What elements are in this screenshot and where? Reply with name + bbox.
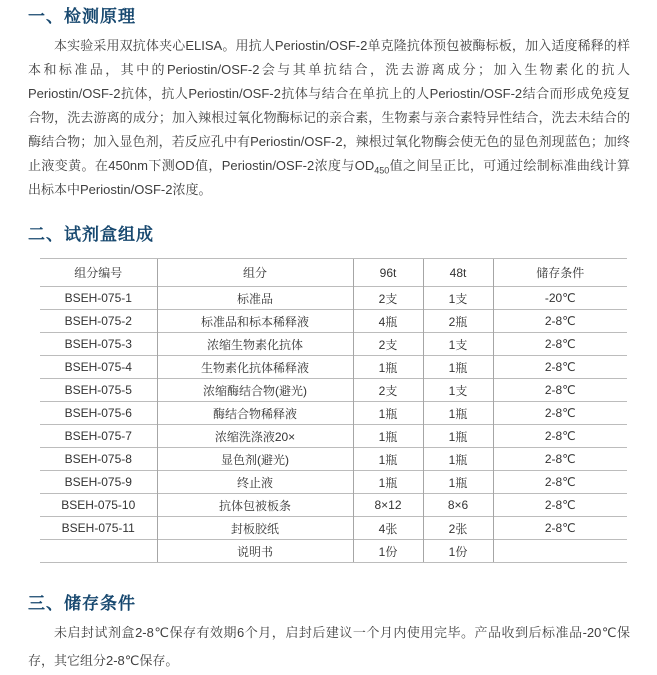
table-cell: BSEH-075-10	[40, 494, 157, 517]
table-cell: 1瓶	[353, 356, 423, 379]
table-row	[40, 310, 627, 333]
table-cell: BSEH-075-7	[40, 425, 157, 448]
table-cell: BSEH-075-4	[40, 356, 157, 379]
table-cell: 1瓶	[423, 402, 493, 425]
table-cell: 1支	[423, 287, 493, 310]
section-storage-heading: 三、储存条件	[28, 594, 136, 613]
table-row	[40, 517, 627, 540]
table-cell: 1瓶	[423, 471, 493, 494]
table-row	[40, 425, 627, 448]
table-cell: BSEH-075-8	[40, 448, 157, 471]
column-header: 组分编号	[40, 259, 157, 287]
table-cell: 浓缩生物素化抗体	[157, 333, 353, 356]
table-cell: 2支	[353, 287, 423, 310]
table-cell: BSEH-075-6	[40, 402, 157, 425]
table-cell: BSEH-075-1	[40, 287, 157, 310]
table-cell: 2-8℃	[493, 402, 627, 425]
table-cell: 2-8℃	[493, 356, 627, 379]
table-cell: 1瓶	[423, 448, 493, 471]
column-header: 96t	[353, 259, 423, 287]
table-cell: 2-8℃	[493, 494, 627, 517]
table-cell: 2支	[353, 333, 423, 356]
table-cell: 2-8℃	[493, 448, 627, 471]
table-cell: BSEH-075-9	[40, 471, 157, 494]
table-row	[40, 494, 627, 517]
storage-paragraph: 未启封试剂盒2-8℃保存有效期6个月，启封后建议一个月内使用完毕。产品收到后标准品-20℃保存，其它组分2-8℃保存。	[28, 625, 630, 668]
table-cell: 8×12	[353, 494, 423, 517]
table-cell: 酶结合物稀释液	[157, 402, 353, 425]
table-cell: 2-8℃	[493, 517, 627, 540]
table-cell: 标准品和标本稀释液	[157, 310, 353, 333]
table-cell: 1支	[423, 379, 493, 402]
table-cell: 显色剂(避光)	[157, 448, 353, 471]
table-cell: 1份	[353, 540, 423, 563]
table-row	[40, 287, 627, 310]
table-cell: 生物素化抗体稀释液	[157, 356, 353, 379]
table-cell: 1瓶	[353, 448, 423, 471]
table-cell: 1瓶	[353, 402, 423, 425]
table-cell: BSEH-075-11	[40, 517, 157, 540]
table-cell: 封板胶纸	[157, 517, 353, 540]
table-cell: 1瓶	[353, 425, 423, 448]
table-cell: 2张	[423, 517, 493, 540]
table-cell: 说明书	[157, 540, 353, 563]
column-header: 48t	[423, 259, 493, 287]
table-cell	[40, 540, 157, 563]
table-row	[40, 448, 627, 471]
table-cell: 浓缩酶结合物(避光)	[157, 379, 353, 402]
table-cell: 2-8℃	[493, 379, 627, 402]
table-cell: 抗体包被板条	[157, 494, 353, 517]
table-cell	[493, 540, 627, 563]
table-cell: 2-8℃	[493, 310, 627, 333]
table-cell: 1支	[423, 333, 493, 356]
table-cell: 1瓶	[423, 425, 493, 448]
table-cell: BSEH-075-5	[40, 379, 157, 402]
table-cell: 2-8℃	[493, 471, 627, 494]
table-row	[40, 356, 627, 379]
table-row	[40, 333, 627, 356]
table-cell: 2-8℃	[493, 333, 627, 356]
principle-paragraph	[28, 34, 630, 202]
section-principle-heading: 一、检测原理	[28, 7, 136, 26]
table-cell: 终止液	[157, 471, 353, 494]
table-row	[40, 379, 627, 402]
components-table	[40, 258, 627, 563]
table-cell: 浓缩洗涤液20×	[157, 425, 353, 448]
section-components-heading: 二、试剂盒组成	[28, 225, 154, 244]
table-cell: 2瓶	[423, 310, 493, 333]
table-cell: 2支	[353, 379, 423, 402]
principle-text-pre: 本实验采用双抗体夹心ELISA。用抗人Periostin/OSF-2单克隆抗体预包被酶标板，加入适度稀释的样本和标准品，其中的Periostin/OSF-2会与其单抗结合，洗去游离成分；加入生物素化的抗人Periostin/OSF-2抗体，抗人Periostin/OSF-2抗体与结合在单抗上的人Periostin/OSF-2结合而形成免疫复合物，洗去游离的成分；加入辣根过氧化物酶标记的亲合素，生物素与亲合素特异性结合，洗去未结合的酶结合物；加入显色剂，若反应孔中有Periostin/OSF-2，辣根过氧化物酶会使无色的显色剂现蓝色；加终止液变黄。在450nm下测OD值，Periostin/OSF-2浓度与OD	[28, 38, 630, 173]
table-cell: 标准品	[157, 287, 353, 310]
column-header: 组分	[157, 259, 353, 287]
table-cell: BSEH-075-3	[40, 333, 157, 356]
table-cell: 1份	[423, 540, 493, 563]
table-row	[40, 471, 627, 494]
column-header: 储存条件	[493, 259, 627, 287]
table-cell: 4张	[353, 517, 423, 540]
od450-subscript: 450	[374, 165, 390, 176]
table-row	[40, 540, 627, 563]
table-cell: 2-8℃	[493, 425, 627, 448]
table-cell: 1瓶	[423, 356, 493, 379]
table-cell: 1瓶	[353, 471, 423, 494]
table-cell: 8×6	[423, 494, 493, 517]
principle-text-post: 值之间呈正比，可通过绘制标准曲线计算出标本中Periostin/OSF-2浓度。	[28, 158, 630, 197]
table-cell: -20℃	[493, 287, 627, 310]
table-cell: 4瓶	[353, 310, 423, 333]
table-cell: BSEH-075-2	[40, 310, 157, 333]
table-row	[40, 402, 627, 425]
table-header-row	[40, 259, 627, 287]
